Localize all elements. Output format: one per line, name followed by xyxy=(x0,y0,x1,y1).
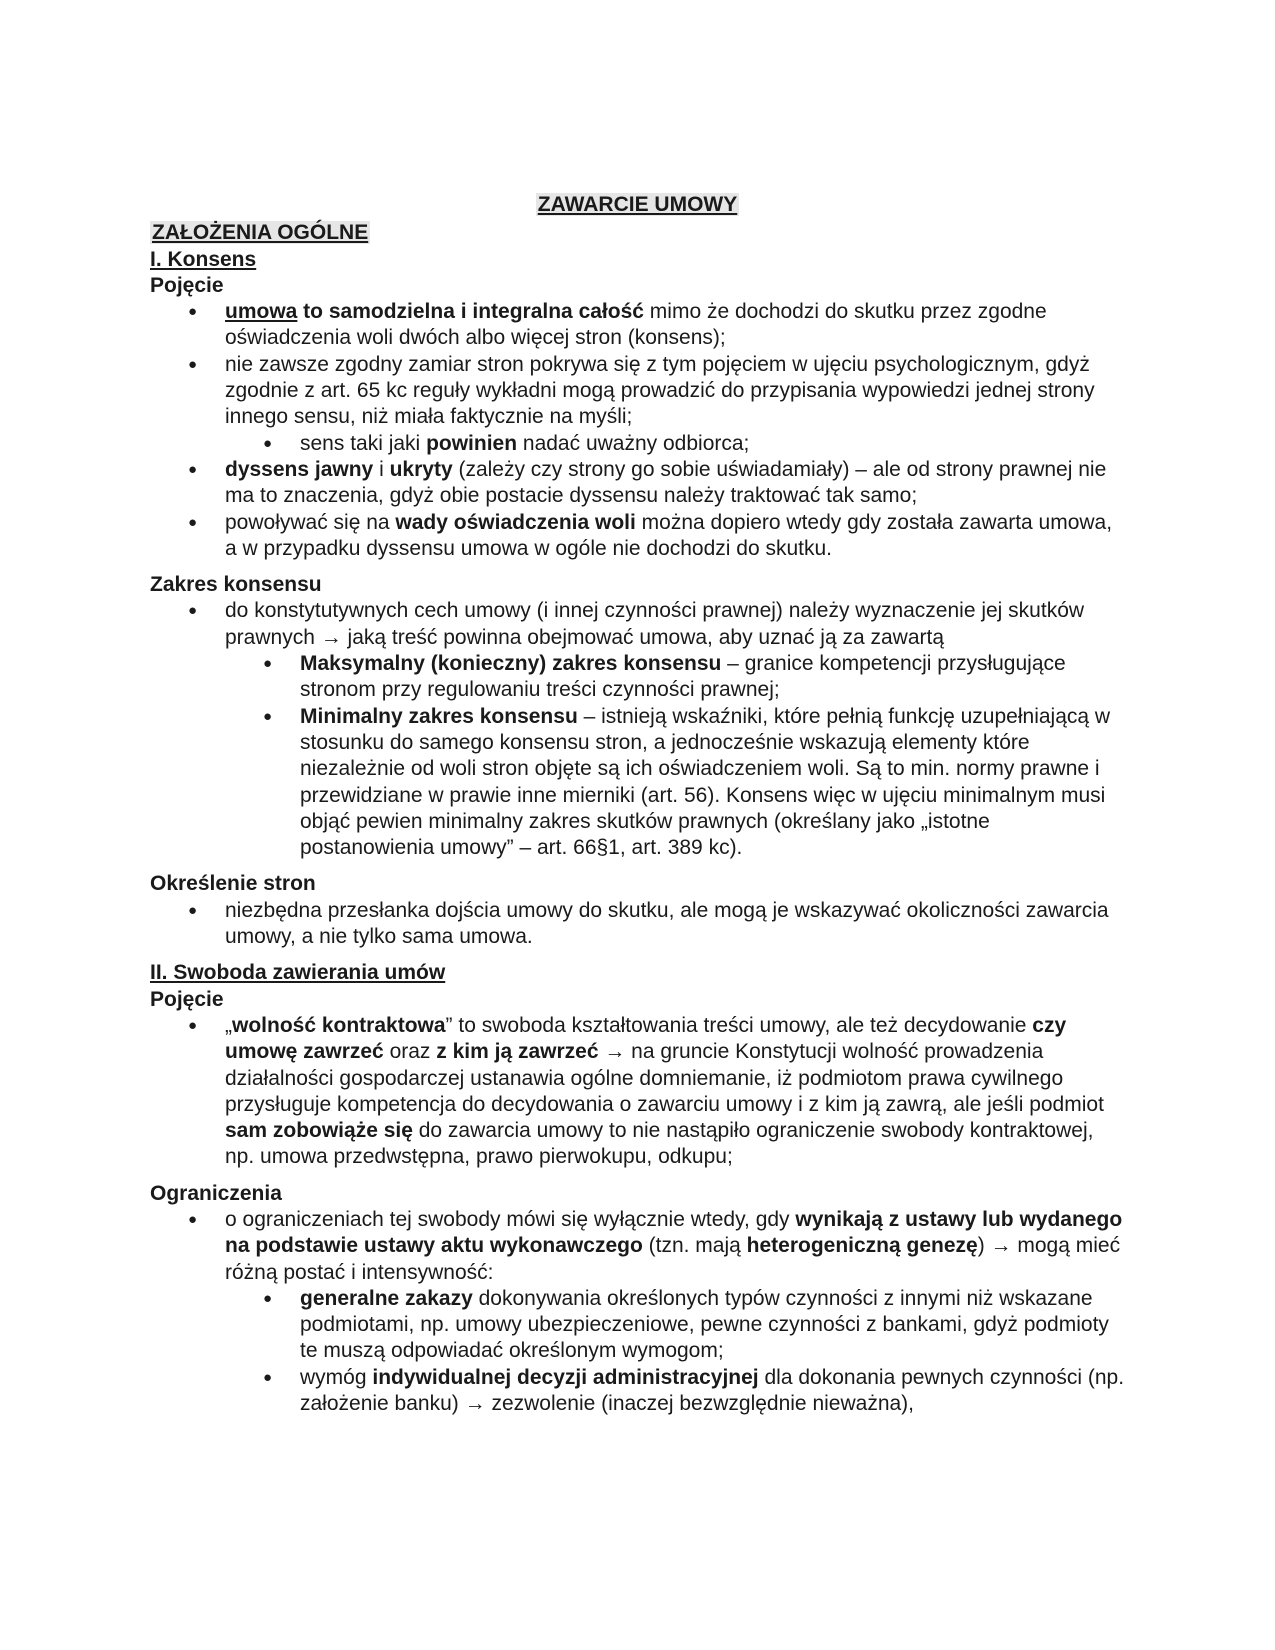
subheading-okreslenie-stron: Określenie stron xyxy=(150,872,316,896)
sublist-zakres xyxy=(150,651,1125,861)
bullet-icon: ● xyxy=(188,602,198,620)
part-heading-swoboda: II. Swoboda zawierania umów xyxy=(150,961,446,985)
bullet-icon: ● xyxy=(188,1016,198,1034)
bullet-icon: ● xyxy=(188,1210,198,1228)
bullet-icon: ● xyxy=(188,460,198,478)
list-zakres xyxy=(150,598,1125,651)
sublist-pojecie xyxy=(150,431,1125,457)
bullet-icon: ● xyxy=(188,355,198,373)
list-item: ● do konstytutywnych cech umowy (i innej czynności prawnej) należy wyznaczenie jej skutków prawnych → jaką treść powinna obejmować umowa, aby uznać ją za zawartą xyxy=(188,599,1085,649)
list-item: ● powoływać się na wady oświadczenia woli można dopiero wtedy gdy została zawarta umowa, a w przypadku dyssensu umowa w ogóle nie dochodzi do skutku. xyxy=(188,510,1113,560)
list-item: ● nie zawsze zgodny zamiar stron pokrywa się z tym pojęciem w ujęciu psychologicznym, gdyż zgodnie z art. 65 kc reguły wykładni mogą prowadzić do przypisania wypowiedzi jednej strony innego sensu, niż miała faktycznie na myśli; xyxy=(188,352,1095,429)
document-title: ZAWARCIE UMOWY xyxy=(537,193,738,216)
list-item: ● generalne zakazy dokonywania określonych typów czynności z innymi niż wskazane podmiotami, np. umowy ubezpieczeniowe, pewne czynności z bankami, gdyż podmioty te muszą odpowiadać określonym wymogom; xyxy=(263,1286,1109,1363)
bullet-icon: ● xyxy=(263,1368,273,1386)
bullet-icon: ● xyxy=(188,513,198,531)
list-strony xyxy=(150,898,1125,951)
list-item: ● Minimalny zakres konsensu – istnieją wskaźniki, które pełnią funkcję uzupełniającą w stosunku do samego konsensu stron, a jednocześnie wskazują elementy które niezależnie od woli stron objęte są ich oświadczeniem woli. Są to min. normy prawne i przewidziane w prawie inne mierniki (art. 56). Konsens więc w ujęciu minimalnym musi objąć pewien minimalny zakres skutków prawnych (określany jako „istotne postanowienia umowy” – art. 66§1, art. 389 kc). xyxy=(263,704,1111,860)
bullet-icon: ● xyxy=(263,707,273,725)
bullet-icon: ● xyxy=(263,1289,273,1307)
list-item: ● dyssens jawny i ukryty (zależy czy strony go sobie uświadamiały) – ale od strony prawnej nie ma to znaczenia, gdyż obie postacie dyssensu należy traktować tak samo; xyxy=(188,457,1107,508)
list-item: ● sens taki jaki powinien nadać uważny odbiorca; xyxy=(150,431,1125,457)
list-pojecie-cont xyxy=(150,457,1125,562)
list-item: ● „wolność kontraktowa” to swoboda kształtowania treści umowy, ale też decydowanie czy umowę zawrzeć oraz z kim ją zawrzeć → na gruncie Konstytucji wolność prowadzenia działalności gospodarczej ustanawia ogólne domniemanie, iż podmiotom prawa cywilnego przysługuje kompetencja do decydowania o zawarciu umowy i z kim ją zawrą, ale jeśli podmiot sam zobowiąże się do zawarcia umowy to nie nastąpiło ograniczenie swobody kontraktowej, np. umowa przedwstępna, prawo pierwokupu, odkupu; xyxy=(188,1013,1104,1169)
bullet-icon: ● xyxy=(188,303,198,321)
bullet-icon: ● xyxy=(263,434,273,452)
sublist-ograniczenia xyxy=(150,1286,1125,1417)
bullet-icon: ● xyxy=(263,655,273,673)
list-item: ● o ograniczeniach tej swobody mówi się wyłącznie wtedy, gdy wynikają z ustawy lub wydanego na podstawie ustawy aktu wykonawczego (tzn. mają heterogeniczną genezę) → mogą mieć różną postać i intensywność: xyxy=(188,1207,1123,1284)
subheading-pojecie-2: Pojęcie xyxy=(150,987,224,1011)
bullet-icon: ● xyxy=(188,901,198,919)
document-page xyxy=(150,192,1125,1417)
part-heading-konsens: I. Konsens xyxy=(150,247,257,271)
list-item: ● niezbędna przesłanka dojścia umowy do skutku, ale mogą je wskazywać okoliczności zawarcia umowy, a nie tylko sama umowa. xyxy=(188,898,1109,949)
section-heading-general: ZAŁOŻENIA OGÓLNE xyxy=(152,221,369,245)
subheading-ograniczenia: Ograniczenia xyxy=(150,1181,282,1205)
list-pojecie xyxy=(150,299,1125,430)
list-item: ● umowa to samodzielna i integralna całość mimo że dochodzi do skutku przez zgodne oświadczenia woli dwóch albo więcej stron (konsens); xyxy=(188,300,1047,350)
list-pojecie-2 xyxy=(150,1013,1125,1171)
subheading-pojecie: Pojęcie xyxy=(150,273,224,297)
list-item: ● Maksymalny (konieczny) zakres konsensu – granice kompetencji przysługujące stronom przy regulowaniu treści czynności prawnej; xyxy=(263,652,1066,702)
list-item: ● wymóg indywidualnej decyzji administracyjnej dla dokonania pewnych czynności (np. założenie banku) → zezwolenie (inaczej bezwzględnie nieważna), xyxy=(263,1365,1125,1416)
list-ograniczenia xyxy=(150,1207,1125,1286)
subheading-zakres-konsensu: Zakres konsensu xyxy=(150,573,322,597)
